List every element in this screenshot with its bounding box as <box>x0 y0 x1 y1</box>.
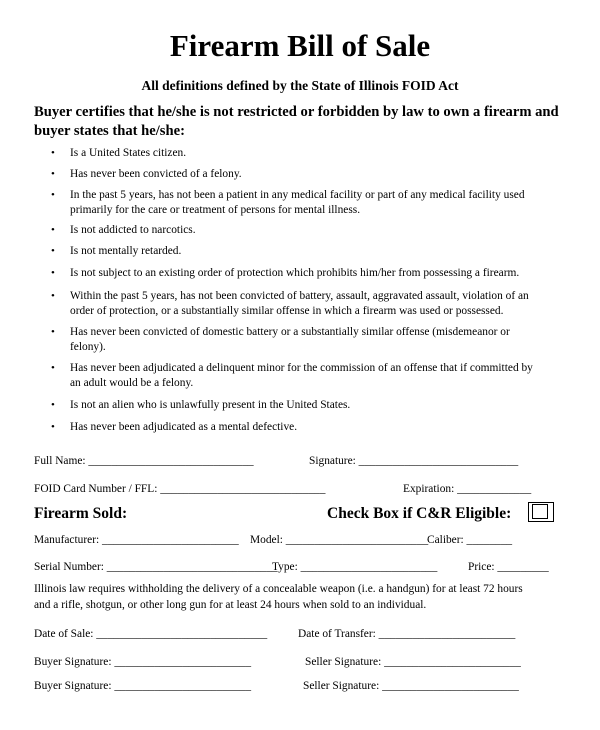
list-item-text: In the past 5 years, has not been a patient in any medical facility or part of any medical facility used <box>70 189 525 201</box>
foid-card-number-field[interactable]: FOID Card Number / FFL: _____________________________ <box>34 483 326 495</box>
notice-line: and a rifle, shotgun, or other long gun for at least 24 hours when sold to an individual. <box>34 598 427 611</box>
bullet-icon: • <box>51 326 55 338</box>
list-item-text: Is not subject to an existing order of protection which prohibits him/her from possessing a firearm. <box>70 267 520 279</box>
buyer-signature-field-2[interactable]: Buyer Signature: ________________________ <box>34 680 252 692</box>
seller-signature-field-2[interactable]: Seller Signature: ________________________ <box>303 680 519 692</box>
list-item-text: Has never been adjudicated a delinquent minor for the commission of an offense that if committed by <box>70 362 533 374</box>
list-item-text: Has never been adjudicated as a mental defective. <box>70 421 298 433</box>
expiration-field[interactable]: Expiration: _____________ <box>403 483 532 495</box>
buyer-certification-intro: Buyer certifies that he/she is not restricted or forbidden by law to own a firearm and buyer states that he/she: <box>34 104 559 139</box>
cr-eligible-label: Check Box if C&R Eligible: <box>327 505 512 522</box>
list-item-text: Within the past 5 years, has not been convicted of battery, assault, aggravated assault, violation of an <box>70 290 529 302</box>
signature-field[interactable]: Signature: ____________________________ <box>309 455 519 467</box>
bullet-icon: • <box>51 147 55 159</box>
seller-signature-field[interactable]: Seller Signature: ________________________ <box>305 656 521 668</box>
list-item-text: Is not mentally retarded. <box>70 245 182 257</box>
list-item-text: Is not addicted to narcotics. <box>70 224 196 236</box>
cr-eligible-checkbox[interactable] <box>528 502 554 522</box>
bullet-icon: • <box>51 399 55 411</box>
bullet-icon: • <box>51 267 55 279</box>
buyer-signature-field[interactable]: Buyer Signature: ________________________ <box>34 656 252 668</box>
list-item-text: Has never been convicted of domestic battery or a substantially similar offense (misdemeanor or <box>70 326 510 338</box>
list-item-text: order of protection, or a substantially similar offense in which a firearm was used or possessed. <box>70 305 504 318</box>
bullet-icon: • <box>51 224 55 236</box>
list-item-text: Is not an alien who is unlawfully present in the United States. <box>70 399 351 411</box>
list-item-text: an adult would be a felony. <box>70 377 194 390</box>
document-subtitle: All definitions defined by the State of Illinois FOID Act <box>141 78 459 93</box>
bullet-icon: • <box>51 362 55 374</box>
bullet-icon: • <box>51 168 55 180</box>
manufacturer-field[interactable]: Manufacturer: ________________________ <box>34 534 239 546</box>
list-item-text: primarily for the care or treatment of persons for mental illness. <box>70 204 361 217</box>
list-item-text: Has never been convicted of a felony. <box>70 168 242 180</box>
bullet-icon: • <box>51 245 55 257</box>
full-name-field[interactable]: Full Name: _____________________________ <box>34 455 254 467</box>
serial-number-field[interactable]: Serial Number: ______________________________ <box>34 561 278 573</box>
price-field[interactable]: Price: _________ <box>468 561 549 573</box>
date-of-transfer-field[interactable]: Date of Transfer: ________________________ <box>298 628 516 640</box>
document-title: Firearm Bill of Sale <box>169 28 431 63</box>
illinois-waiting-period-notice <box>34 582 523 613</box>
model-field[interactable]: Model: _________________________ <box>250 534 429 546</box>
list-item-text: Is a United States citizen. <box>70 147 187 159</box>
firearm-sold-heading: Firearm Sold: <box>34 505 128 522</box>
bullet-icon: • <box>51 421 55 433</box>
notice-line: Illinois law requires withholding the delivery of a concealable weapon (i.e. a handgun) for at least 72 hours <box>34 583 523 595</box>
caliber-field[interactable]: Caliber: ________ <box>427 534 513 546</box>
type-field[interactable]: Type: ________________________ <box>272 561 438 573</box>
bullet-icon: • <box>51 290 55 302</box>
bullet-icon: • <box>51 189 55 201</box>
date-of-sale-field[interactable]: Date of Sale: ______________________________ <box>34 628 268 640</box>
list-item-text: felony). <box>70 341 106 354</box>
